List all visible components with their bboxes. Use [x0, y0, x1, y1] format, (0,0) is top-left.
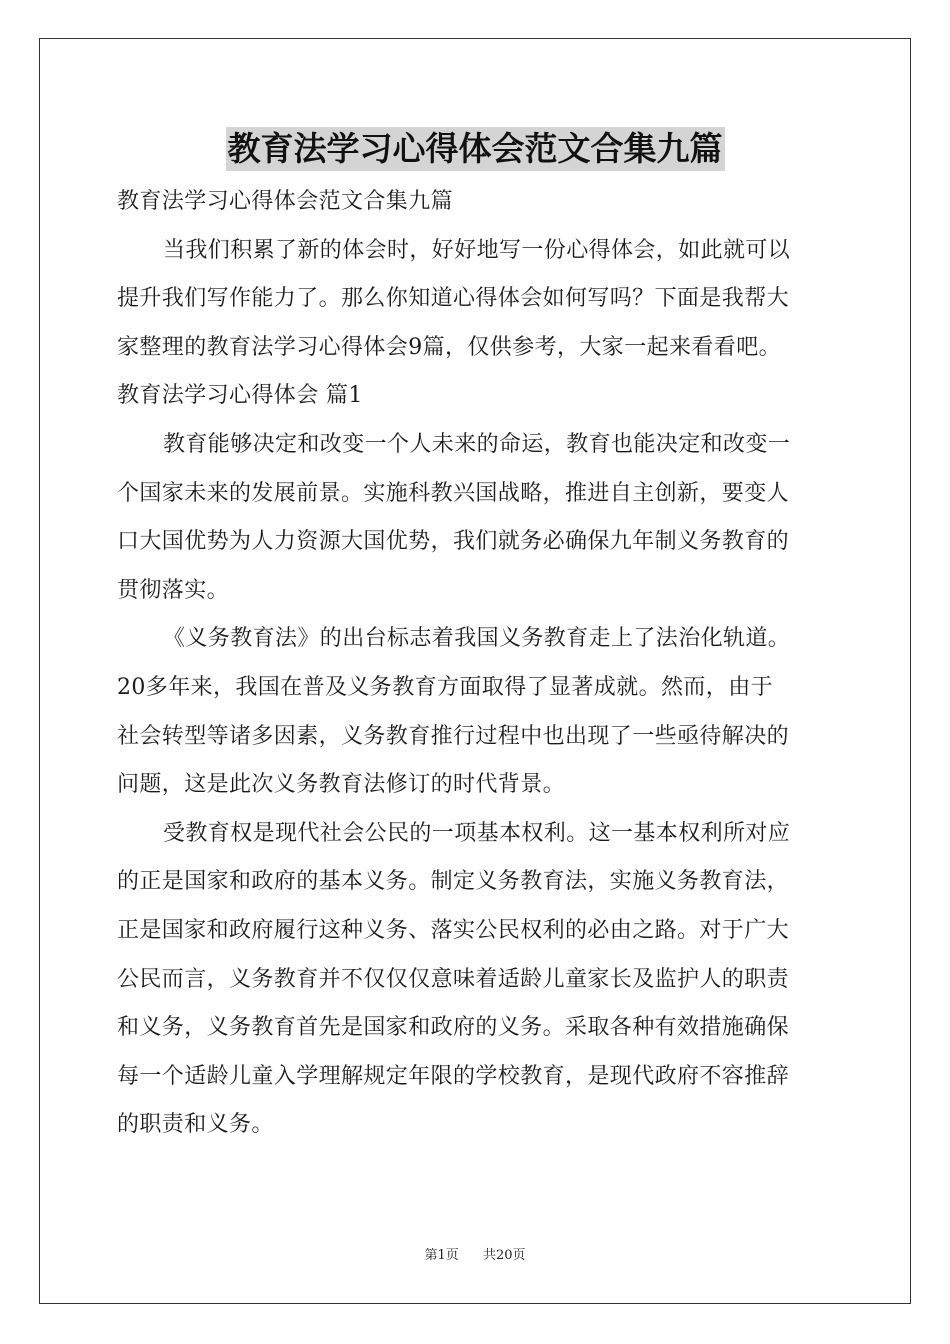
title-container — [0, 127, 950, 171]
text-line: 的正是国家和政府的基本义务。制定义务教育法，实施义务教育法， — [117, 869, 790, 895]
page-number: 第1页 — [424, 1248, 459, 1263]
text-line: 贯彻落实。 — [117, 577, 230, 603]
text-line: 教育能够决定和改变一个人未来的命运，教育也能决定和改变一 — [163, 431, 791, 457]
text-line: 的职责和义务。 — [117, 1112, 274, 1138]
text-line: 问题，这是此次义务教育法修订的时代背景。 — [117, 772, 566, 798]
text-line: 教育法学习心得体会 篇1 — [117, 383, 363, 409]
text-line: 每一个适龄儿童入学理解规定年限的学校教育，是现代政府不容推辞 — [117, 1063, 790, 1089]
text-line: 提升我们写作能力了。那么你知道心得体会如何写吗？下面是我帮大 — [117, 286, 790, 312]
text-line: 公民而言，义务教育并不仅仅仅意味着适龄儿童家长及监护人的职责 — [117, 966, 790, 992]
text-line: 和义务，义务教育首先是国家和政府的义务。采取各种有效措施确保 — [117, 1015, 790, 1041]
page-footer — [0, 1247, 950, 1265]
text-line: 受教育权是现代社会公民的一项基本权利。这一基本权利所对应 — [163, 820, 791, 846]
text-line: 《义务教育法》的出台标志着我国义务教育走上了法治化轨道。 — [163, 626, 791, 652]
text-line: 当我们积累了新的体会时，好好地写一份心得体会，如此就可以 — [163, 237, 791, 263]
text-line: 口大国优势为人力资源大国优势，我们就务必确保九年制义务教育的 — [117, 529, 790, 555]
text-line: 社会转型等诸多因素，义务教育推行过程中也出现了一些亟待解决的 — [117, 723, 790, 749]
page-total: 共20页 — [483, 1248, 526, 1263]
document-body — [117, 178, 833, 1150]
text-line: 教育法学习心得体会范文合集九篇 — [117, 189, 454, 214]
text-line: 个国家未来的发展前景。实施科教兴国战略，推进自主创新，要变人 — [117, 480, 790, 506]
text-line: 正是国家和政府履行这种义务、落实公民权利的必由之路。对于广大 — [117, 917, 790, 943]
text-line: 20多年来，我国在普及义务教育方面取得了显著成就。然而，由于 — [117, 674, 773, 700]
text-line: 家整理的教育法学习心得体会9篇，仅供参考，大家一起来看看吧。 — [117, 334, 781, 360]
document-title: 教育法学习心得体会范文合集九篇 — [226, 127, 725, 171]
